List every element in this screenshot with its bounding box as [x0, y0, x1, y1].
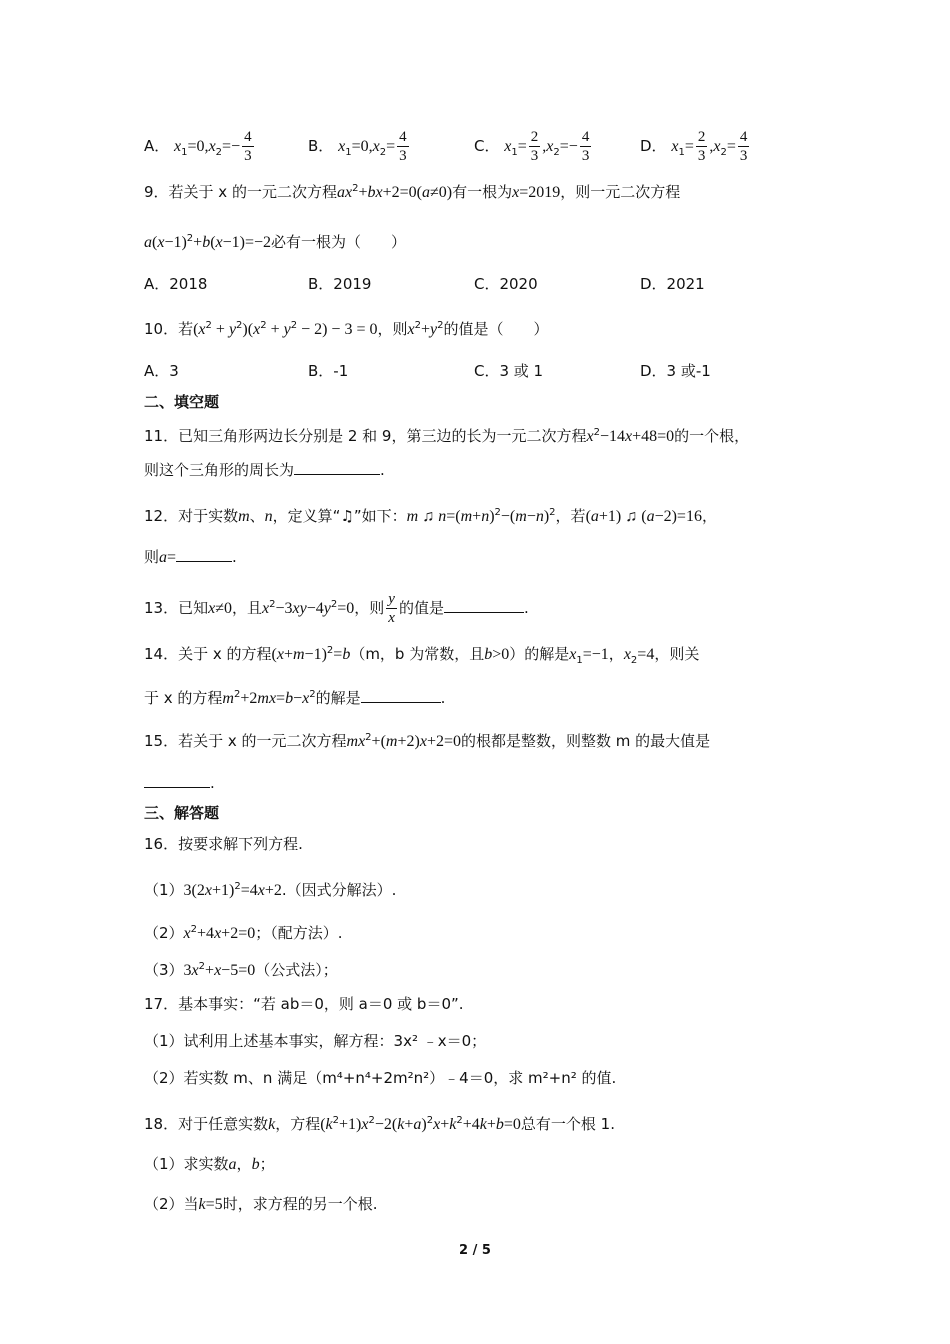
- q10-stem: 10．若$(x^2 + y^2)(x^2 + y^2 - 2) - 3 = 0$，则$x^2+y^2$的值是（ ）: [144, 320, 549, 338]
- q11-answer-blank[interactable]: [294, 460, 380, 475]
- q8-c1-fraction: $\frac{2}{3}$: [530, 129, 539, 164]
- q9-option-c: C．2020: [474, 275, 538, 293]
- q8-option-c: C． $x_1=$ $\frac{2}{3}$ $,x_2=-$ $\frac{4}{3}$: [474, 129, 590, 164]
- q18-part1: （1）求实数a，b；: [144, 1155, 275, 1173]
- q17-title: 17．基本事实：“若 ab＝0，则 a＝0 或 b＝0”.: [144, 995, 464, 1013]
- q14-stem-line2: 于 x 的方程$m^2+2mx=b-x^2$的解是 .: [144, 689, 446, 707]
- q10-option-b: B．-1: [308, 362, 349, 380]
- q8-option-d-label: D．: [640, 137, 667, 155]
- q8-option-a: A． $x_1=0,x_2=-$ $\frac{4}{3}$: [144, 129, 252, 164]
- q15-stem-line2: .: [144, 772, 215, 794]
- q12-answer-blank[interactable]: [176, 547, 232, 562]
- page-number: 2 / 5: [459, 1243, 491, 1258]
- q13-stem: 13．已知x≠0，且$x^2-3xy-4y^2=0$，则 $\frac{y}{x}$ 的值是 .: [144, 591, 529, 626]
- q10-option-a: A．3: [144, 362, 179, 380]
- q9-stem: 9．若关于 x 的一元二次方程$ax^2+bx+2=0(a\ne 0)$有一根为x=2019，则一元二次方程: [144, 183, 681, 201]
- section-answer-heading: 三、解答题: [144, 804, 220, 822]
- section-fill-in-heading: 二、填空题: [144, 393, 220, 411]
- q15-stem: 15．若关于 x 的一元二次方程$mx^2+(m+2)x+2=0$的根都是整数，则整数 m 的最大值是: [144, 732, 711, 750]
- q8-option-b: B． $x_1=0,x_2=$ $\frac{4}{3}$: [308, 129, 407, 164]
- q16-title: 16．按要求解下列方程.: [144, 835, 303, 853]
- q15-answer-blank[interactable]: [144, 773, 210, 788]
- q11-stem-line2: 则这个三角形的周长为 .: [144, 461, 385, 479]
- q16-part2: $(2)x^2+4x+2=0$；（配方法）.: [144, 924, 343, 942]
- q17-part1: （1）试利用上述基本事实，解方程：3x² ﹣x＝0；: [144, 1032, 487, 1050]
- q10-option-c: C．3 或 1: [474, 362, 544, 380]
- q12-stem: 12．对于实数m、n，定义算“♫”如下：m ♫ $n=(m+n)^2-(m-n)^2$，若(a+1) ♫ (a−2)=16，: [144, 507, 717, 525]
- q9-option-a: A．2018: [144, 275, 208, 293]
- q16-part3: $(3)3x^2+x-5=0$（公式法）；: [144, 961, 338, 979]
- q9-stem-line2: $a(x-1)^2+b(x-1)=-2$必有一根为（ ）: [144, 233, 407, 251]
- q8-option-d: D． $x_1=$ $\frac{2}{3}$ $,x_2=$ $\frac{4}{3}$: [640, 129, 748, 164]
- q9-option-d: D．2021: [640, 275, 705, 293]
- music-note-icon: ♫: [418, 508, 439, 525]
- q8-d1-fraction: $\frac{2}{3}$: [697, 129, 706, 164]
- q13-fraction: $\frac{y}{x}$: [388, 591, 395, 626]
- q9-option-b: B．2019: [308, 275, 372, 293]
- q8-b-fraction: $\frac{4}{3}$: [399, 129, 407, 164]
- q13-answer-blank[interactable]: [444, 598, 524, 613]
- q8-a-fraction: $\frac{4}{3}$: [244, 129, 252, 164]
- q18-part2: （2）当k=5时，求方程的另一个根.: [144, 1195, 378, 1213]
- q11-stem: 11．已知三角形两边长分别是 2 和 9，第三边的长为一元二次方程$x^2-14x+48=0$的一个根，: [144, 427, 750, 445]
- q8-c2-fraction: $\frac{4}{3}$: [581, 129, 590, 164]
- q16-part1: $(1)3(2x+1)^2=4x+2$.（因式分解法）.: [144, 881, 397, 899]
- q14-stem: 14．关于 x 的方程$(x+m-1)^2=b(m$，b 为常数，且b>0）的解是$x_1=-1$，$x_2=4$，则关: [144, 645, 700, 666]
- q8-option-a-label: A．: [144, 137, 170, 155]
- q8-option-c-label: C．: [474, 137, 500, 155]
- q8-option-b-label: B．: [308, 137, 334, 155]
- q12-stem-line2: 则a= .: [144, 548, 237, 566]
- q8-d2-fraction: $\frac{4}{3}$: [739, 129, 748, 164]
- q14-answer-blank[interactable]: [361, 688, 441, 703]
- q10-option-d: D．3 或-1: [640, 362, 711, 380]
- q18-stem: 18．对于任意实数k，方程$(k^2+1)x^2-2(k+a)^2x+k^2+4k+b=0$总有一个根 1.: [144, 1115, 615, 1133]
- q17-part2: （2）若实数 m、n 满足（m⁴+n⁴+2m²n²）﹣4＝0，求 m²+n² 的值.: [144, 1069, 617, 1087]
